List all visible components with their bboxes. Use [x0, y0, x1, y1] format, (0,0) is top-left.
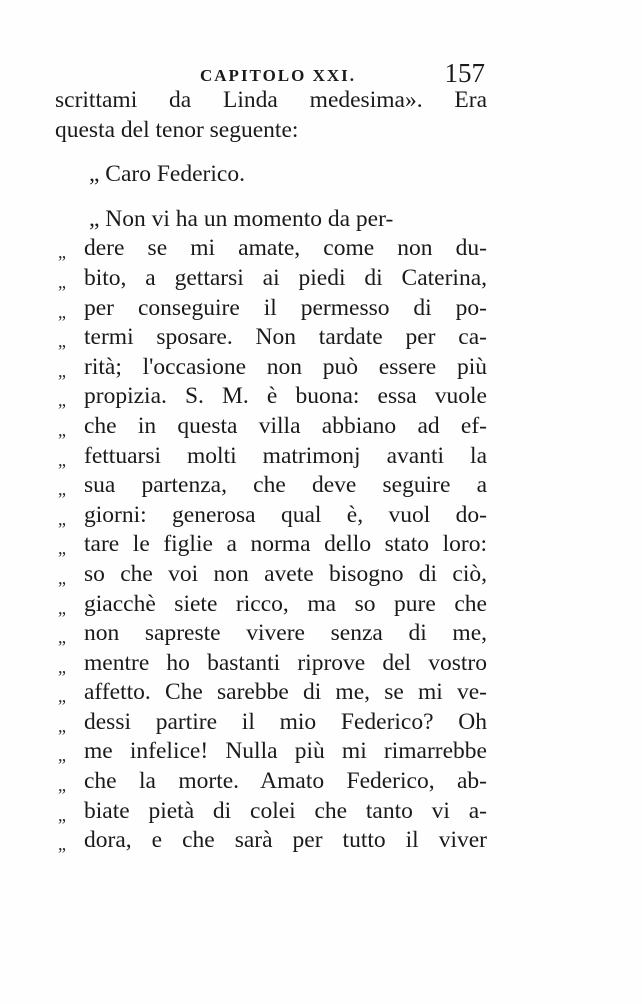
text-line: „ dora, e che sarà per tutto il viver	[55, 826, 487, 856]
text-line: „ non sapreste vivere senza di me,	[55, 619, 487, 649]
text-line: „ rità; l'occasione non può essere più	[55, 353, 487, 383]
text-line: „ mentre ho bastanti riprove del vostro	[55, 649, 487, 679]
quote-mark: „	[58, 804, 66, 825]
quote-mark: „	[58, 390, 66, 411]
quote-mark: „	[58, 656, 66, 677]
text-line: „ giacchè siete ricco, ma so pure che	[55, 590, 487, 620]
quote-mark: „	[58, 271, 66, 292]
quote-mark: „	[58, 360, 66, 381]
quote-mark: „	[58, 627, 66, 648]
text-line: „ giorni: generosa qual è, vuol do-	[55, 501, 487, 531]
text-line: „ fettuarsi molti matrimonj avanti la	[55, 442, 487, 472]
quote-mark: „	[58, 715, 66, 736]
quote-mark: „	[58, 508, 66, 529]
quote-mark: „	[58, 479, 66, 500]
quote-mark: „	[58, 331, 66, 352]
quote-mark: „	[58, 242, 66, 263]
text-line: „ so che voi non avete bisogno di ciò,	[55, 560, 487, 590]
text-line: „ affetto. Che sarebbe di me, se mi ve-	[55, 678, 487, 708]
salutation-line: „ Caro Federico.	[89, 161, 245, 188]
quote-mark: „	[58, 419, 66, 440]
running-head: CAPITOLO XXI.	[200, 66, 357, 85]
quote-mark: „	[58, 834, 66, 855]
quote-mark: „	[58, 775, 66, 796]
text-line: „ dere se mi amate, come non du-	[55, 234, 487, 264]
text-line: „ propizia. S. M. è buona: essa vuole	[55, 382, 487, 412]
page-number: 157	[444, 58, 485, 88]
text-line: „ bito, a gettarsi ai piedi di Caterina,	[55, 264, 487, 294]
text-line: „ biate pietà di colei che tanto vi a-	[55, 797, 487, 827]
text-line: questa del tenor seguente:	[55, 116, 299, 143]
text-line: „ me infelice! Nulla più mi rimarrebbe	[55, 737, 487, 767]
text-line: scrittami da Linda medesima». Era	[55, 87, 487, 113]
text-line: „ termi sposare. Non tardate per ca-	[55, 323, 487, 353]
text-line: „ che in questa villa abbiano ad ef-	[55, 412, 487, 442]
quote-mark: „	[58, 301, 66, 322]
quote-mark: „	[58, 567, 66, 588]
text-line: „ tare le figlie a norma dello stato loro:	[55, 530, 487, 560]
text-line: „ per conseguire il permesso di po-	[55, 294, 487, 324]
quote-mark: „	[58, 686, 66, 707]
quote-mark: „	[58, 745, 66, 766]
quote-mark: „	[58, 449, 66, 470]
quote-mark: „	[58, 538, 66, 559]
body-text	[55, 86, 487, 856]
quote-mark: „	[58, 597, 66, 618]
text-line: „ sua partenza, che deve seguire a	[55, 471, 487, 501]
text-line: „ che la morte. Amato Federico, ab-	[55, 767, 487, 797]
paragraph-first-line: „ Non vi ha un momento da per-	[89, 205, 394, 232]
text-line: „ dessi partire il mio Federico? Oh	[55, 708, 487, 738]
